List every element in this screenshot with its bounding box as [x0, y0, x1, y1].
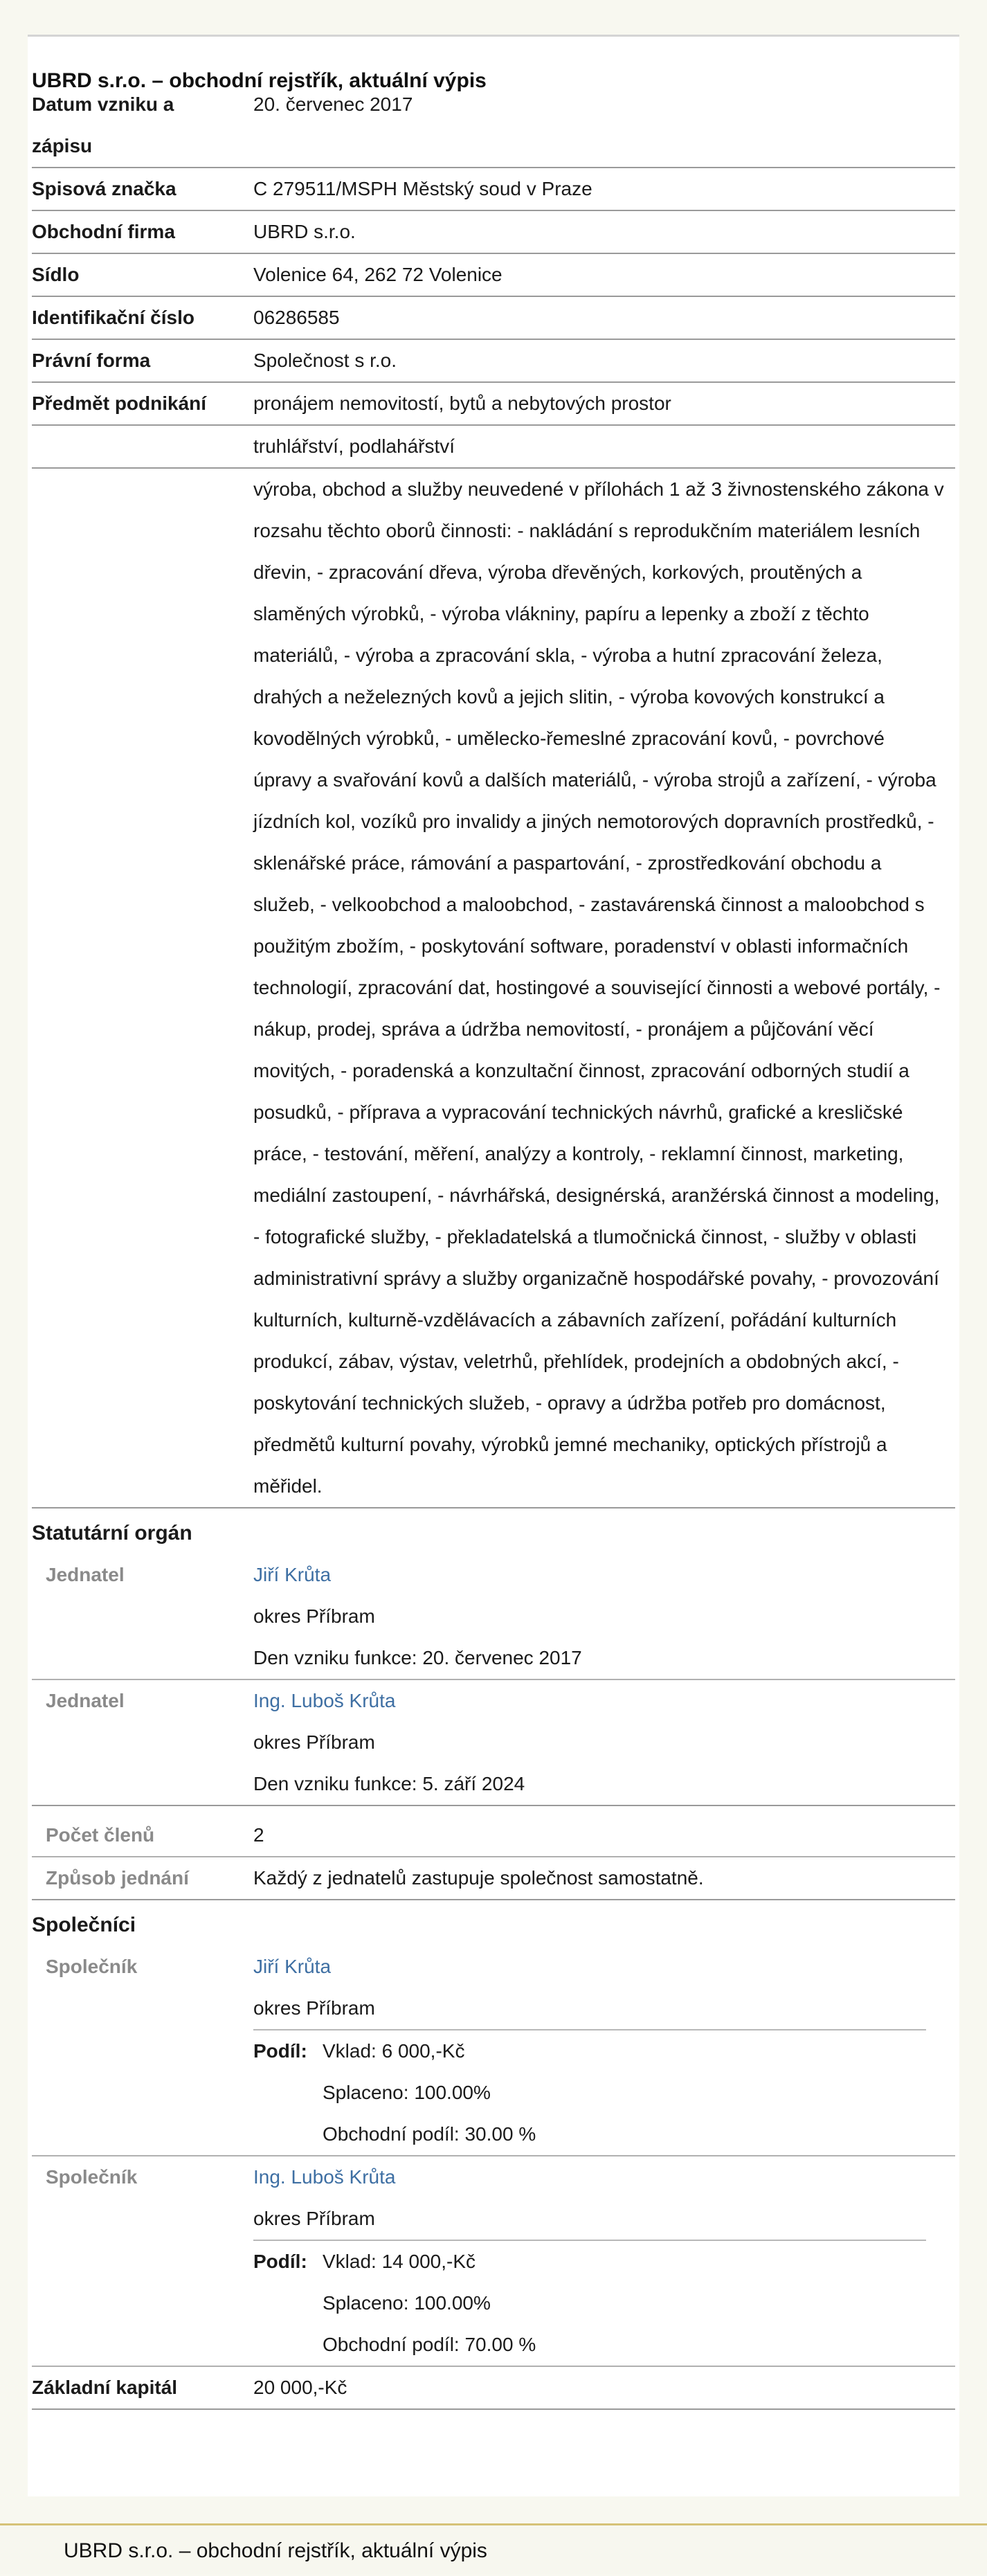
row-obchodni-firma: [32, 211, 955, 254]
member-role: Jednatel: [46, 1690, 125, 1711]
member-details: [253, 2156, 955, 2366]
member-name-link[interactable]: Jiří Krůta: [253, 1956, 332, 1977]
row-key: Počet členů: [46, 1824, 155, 1846]
row-value: pronájem nemovitostí, bytů a nebytových prostor: [253, 393, 671, 414]
row-value: truhlářství, podlahářství: [253, 435, 455, 457]
register-extract: [28, 35, 959, 2496]
page-footer: UBRD s.r.o. – obchodní rejstřík, aktuální výpis: [0, 2523, 987, 2574]
row-value: Volenice 64, 262 72 Volenice: [253, 264, 502, 285]
member-details: [253, 1680, 955, 1805]
member-role: Jednatel: [46, 1564, 125, 1585]
row-value: C 279511/MSPH Městský soud v Praze: [253, 178, 592, 199]
row-value: výroba, obchod a služby neuvedené v přílohách 1 až 3 živnostenského zákona v rozsahu těchto oborů činnosti: - nakládání s reprodukčním materiálem lesních dřevin, - zpracování dřeva, výroba dřevěných, korkových, proutěných a slaměných výrobků, - výroba vlákniny, papíru a lepenky a zboží z těchto materiálů, - výroba a zpracování skla, - výroba a hutní zpracování železa, drahých a neželezných kovů a jejich slitin, - výroba kovových konstrukcí a kovodělných výrobků, - umělecko-řemeslné zpracování kovů, - povrchové úpravy a svařování kovů a dalších materiálů, - výroba strojů a zařízení, - výroba jízdních kol, vozíků pro invalidy a jiných nemotorových dopravních prostředků, - sklenářské práce, rámování a paspartování, - zprostředkování obchodu a služeb, - velkoobchod a maloobchod, - zastavárenská činnost a maloobchod s použitým zbožím, - poskytování software, poradenství v oblasti informačních technologií, zpracování dat, hostingové a související činnosti a webové portály, - nákup, prodej, správa a údržba nemovitostí, - pronájem a půjčování věcí movitých, - poradenská a konzultační činnost, zpracování odborných studií a posudků, - příprava a vypracování technických návrhů, grafické a kresličské práce, - testování, měření, analýzy a kontroly, - reklamní činnost, marketing, mediální zastoupení, - návrhářská, designérská, aranžérská činnost a modeling, - fotografické služby, - překladatelská a tlumočnická činnost, - služby v oblasti administrativní správy a služby organizačně hospodářské povahy, - provozování kulturních, kulturně-vzdělávacích a zábavních zařízení, pořádání kulturních produkcí, zábav, výstav, veletrhů, přehlídek, prodejních a obdobných akcí, - poskytování technických služeb, - opravy a údržba potřeb pro domácnost, předmětů kulturní povahy, výrobků jemné mechaniky, optických přístrojů a měřidel.: [253, 478, 944, 1497]
share-vklad: Vklad: 6 000,-Kč: [323, 2040, 465, 2062]
row-key: Identifikační číslo: [32, 307, 194, 328]
row-key: Spisová značka: [32, 178, 176, 199]
row-key: Předmět podnikání: [32, 393, 207, 414]
row-value: 20 000,-Kč: [253, 2377, 347, 2398]
row-pravni-forma: [32, 340, 955, 383]
row-key: Sídlo: [32, 264, 80, 285]
member-name-link[interactable]: Jiří Krůta: [253, 1564, 332, 1585]
row-value: 2: [253, 1824, 264, 1846]
member-jednatel-1: [32, 1554, 955, 1680]
row-predmet-3: [32, 469, 955, 1508]
share-splaceno: Splaceno: 100.00%: [323, 2292, 491, 2314]
row-sidlo: [32, 254, 955, 297]
member-role: Společník: [46, 2166, 138, 2188]
row-predmet-1: [32, 383, 955, 426]
row-predmet-2: [32, 426, 955, 469]
row-pocet-clenu: [32, 1814, 955, 1857]
row-key: Obchodní firma: [32, 221, 175, 242]
member-jednatel-2: [32, 1680, 955, 1806]
member-district: okres Příbram: [253, 1997, 375, 2019]
member-role: Společník: [46, 1956, 138, 1977]
row-zakladni-kapital: [32, 2367, 955, 2410]
share-obchodni-podil: Obchodní podíl: 30.00 %: [323, 2123, 536, 2145]
share-block: [253, 2240, 926, 2366]
row-key: Základní kapitál: [32, 2377, 178, 2398]
share-values: [323, 2241, 536, 2366]
member-district: okres Příbram: [253, 2208, 375, 2229]
page-title: UBRD s.r.o. – obchodní rejstřík, aktuální výpis: [32, 69, 487, 92]
section-title-spolecnici: Společníci: [32, 1913, 136, 1936]
row-value: 20. červenec 2017: [253, 93, 413, 115]
share-splaceno: Splaceno: 100.00%: [323, 2082, 491, 2103]
member-spolecnik-2: [32, 2156, 955, 2367]
member-details: [253, 1554, 955, 1679]
row-value: Každý z jednatelů zastupuje společnost samostatně.: [253, 1867, 704, 1889]
share-vklad: Vklad: 14 000,-Kč: [323, 2251, 476, 2272]
row-value: Společnost s r.o.: [253, 350, 397, 371]
row-key: Způsob jednání: [46, 1867, 189, 1889]
row-spisova-znacka: [32, 168, 955, 211]
share-obchodni-podil: Obchodní podíl: 70.00 %: [323, 2334, 536, 2355]
member-district: okres Příbram: [253, 1605, 375, 1627]
row-ico: [32, 297, 955, 340]
member-since: Den vzniku funkce: 20. červenec 2017: [253, 1647, 582, 1668]
row-key: Datum vzniku a zápisu: [32, 93, 174, 156]
row-key: Právní forma: [32, 350, 151, 371]
row-datum-vzniku: [32, 84, 955, 168]
member-spolecnik-1: [32, 1946, 955, 2156]
share-label: Podíl:: [253, 2040, 307, 2062]
section-title-statutarni: Statutární orgán: [32, 1522, 192, 1544]
member-district: okres Příbram: [253, 1731, 375, 1753]
share-values: [323, 2030, 536, 2155]
share-block: [253, 2029, 926, 2155]
row-key-empty: [32, 469, 253, 1507]
share-label: Podíl:: [253, 2251, 307, 2272]
row-key-empty: [32, 426, 253, 467]
member-details: [253, 1946, 955, 2155]
row-value: UBRD s.r.o.: [253, 221, 356, 242]
member-since: Den vzniku funkce: 5. září 2024: [253, 1773, 525, 1794]
row-value: 06286585: [253, 307, 340, 328]
member-name-link[interactable]: Ing. Luboš Krůta: [253, 2166, 396, 2188]
member-name-link[interactable]: Ing. Luboš Krůta: [253, 1690, 396, 1711]
row-zpusob-jednani: [32, 1857, 955, 1900]
